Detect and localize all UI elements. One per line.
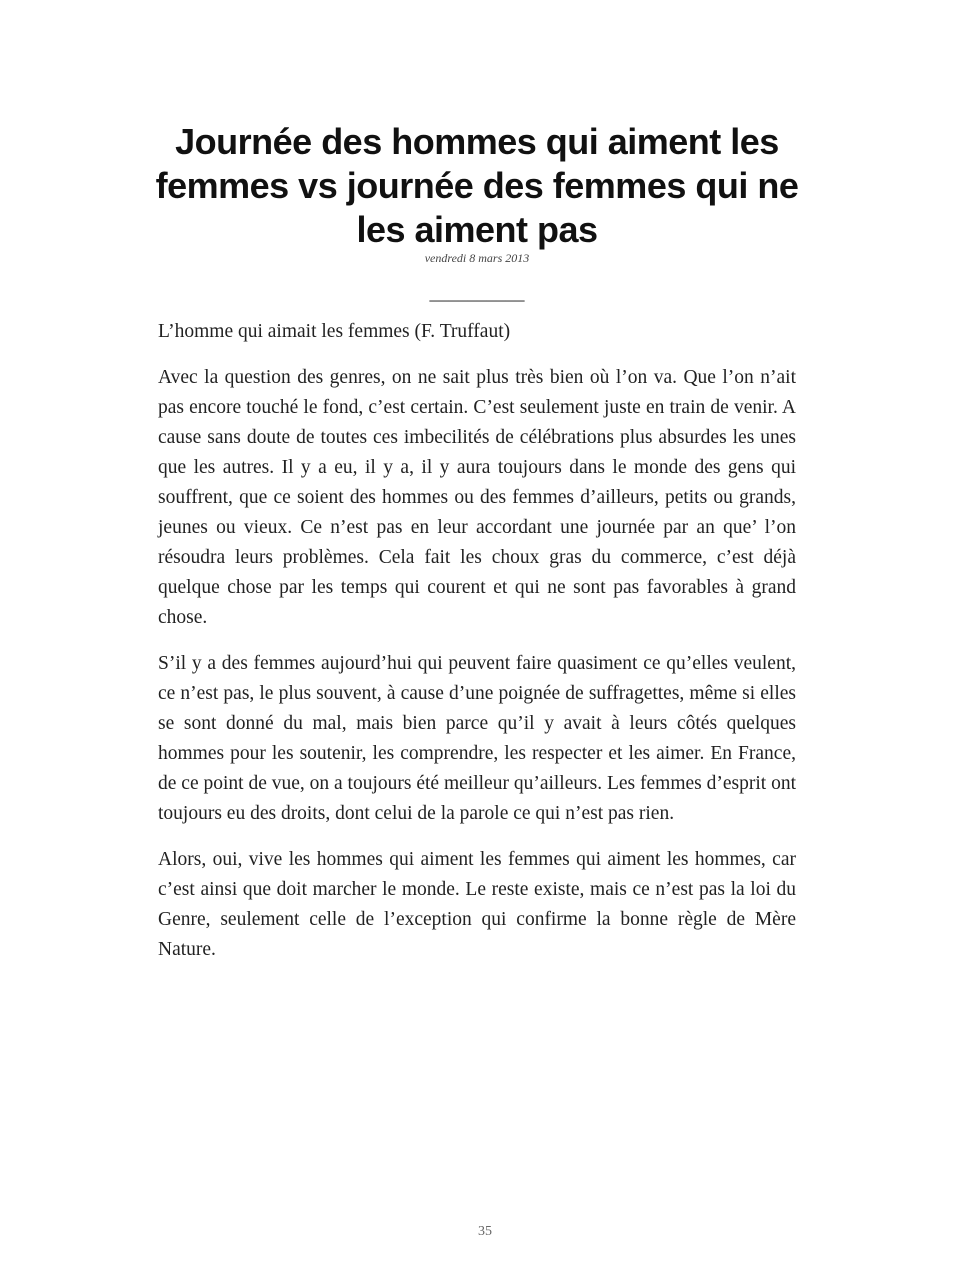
paragraph-2: S’il y a des femmes aujourd’hui qui peuvent faire quasiment ce qu’elles veulent, ce n’est pas, le plus souvent, à cause d’une poignée de suffragettes, même si elles se sont donné du mal, mais bien parce qu’il y avait à leurs côtés quelques hommes pour les soutenir, les comprendre, les respecter et les aimer. En France, de ce point de vue, on a toujours été meilleur qu’ailleurs. Les femmes d’esprit ont toujours eu des droits, dont celui de la parole ce qui n’est pas rien. — [158, 653, 796, 824]
title-separator: __________ — [429, 283, 525, 304]
article-title: Journée des hommes qui aiment les femmes vs journée des femmes qui ne les aiment pas — [155, 121, 799, 250]
article-subtitle: L’homme qui aimait les femmes (F. Truffaut) — [158, 321, 511, 342]
paragraph-3: Alors, oui, vive les hommes qui aiment les femmes qui aiment les hommes, car c’est ainsi que doit marcher le monde. Le reste existe, mais ce n’est pas la loi du Genre, seulement celle de l’exception qui confirme la bonne règle de Mère Nature. — [158, 849, 796, 960]
article-date: vendredi 8 mars 2013 — [424, 251, 530, 265]
article-body — [158, 317, 796, 981]
paragraph-1: Avec la question des genres, on ne sait plus très bien où l’on va. Que l’on n’ait pas encore touché le fond, c’est certain. C’est seulement juste en train de venir. A cause sans doute de toutes ces imbecilités de célébrations plus absurdes les unes que les autres. Il y a eu, il y a, il y aura toujours dans le monde des gens qui souffrent, que ce soient des hommes ou des femmes d’ailleurs, petits ou grands, jeunes ou vieux. Ce n’est pas en leur accordant une journée par an que’ l’on résoudra leurs problèmes. Cela fait les choux gras du commerce, c’est déjà quelque chose par les temps qui courent et qui ne sont pas favorables à grand chose. — [158, 367, 796, 628]
page-number: 35 — [478, 1224, 492, 1239]
